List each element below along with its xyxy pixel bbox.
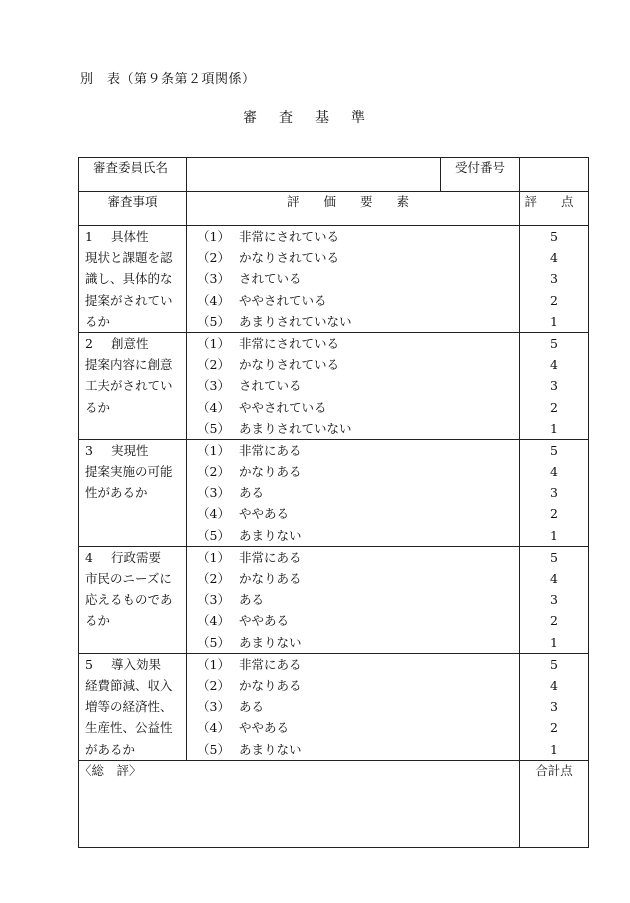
criterion-score: 5: [550, 335, 558, 351]
criterion-text: かなりされている: [239, 357, 340, 373]
criterion-number: （5）: [197, 527, 230, 543]
criterion-line: [187, 290, 519, 311]
summary-row: [79, 760, 589, 847]
criterion-line: [187, 226, 519, 247]
criterion-number: （5）: [197, 420, 230, 436]
criterion-number: （5）: [197, 313, 230, 329]
criterion-text: されている: [239, 378, 302, 394]
section-description-line: 経費節減、収入: [85, 677, 173, 693]
section-description-line: 生産性、公益性: [85, 720, 173, 736]
criterion-score: 5: [550, 656, 558, 672]
section-score-cell: [520, 332, 589, 439]
total-score-label: 合計点: [535, 762, 573, 778]
criterion-line: [187, 525, 519, 546]
receipt-number-field[interactable]: [520, 158, 589, 192]
section-description-line: るか: [85, 613, 111, 629]
section-name: 具体性: [111, 229, 149, 244]
section-criteria-cell: [187, 226, 520, 333]
criterion-number: （2）: [197, 677, 230, 693]
criterion-score: 2: [550, 506, 558, 522]
criterion-number: （2）: [197, 571, 230, 586]
criterion-number: （2）: [197, 357, 230, 373]
criterion-score: 2: [550, 720, 558, 736]
section-description-line: 増等の経済性、: [85, 699, 173, 715]
section-description-line: 応えるものであ: [85, 592, 173, 608]
criterion-text: 非常にある: [239, 442, 302, 458]
section-description-line: 識し、具体的な: [85, 271, 173, 287]
criterion-number: （1）: [197, 656, 230, 672]
section-item-cell: [79, 546, 187, 653]
section-description-line: 性があるか: [85, 485, 148, 501]
criterion-score: 4: [550, 357, 558, 373]
section-heading: [79, 440, 186, 461]
reviewer-name-field[interactable]: [187, 158, 441, 192]
criterion-text: かなりされている: [239, 250, 340, 266]
criterion-line: [187, 632, 519, 653]
section-item-cell: [79, 332, 187, 439]
section-row: [79, 332, 589, 439]
section-score-cell: [520, 653, 589, 760]
criterion-text: ややある: [239, 613, 290, 629]
criterion-line: [187, 739, 519, 760]
criterion-text: ある: [239, 485, 265, 501]
section-description-line: 提案実施の可能: [85, 464, 173, 480]
section-number: 4: [85, 549, 93, 565]
criterion-text: ややされている: [239, 399, 327, 415]
criterion-line: [187, 397, 519, 418]
section-description-line: 提案内容に創意: [85, 357, 173, 373]
section-description-line: るか: [85, 313, 111, 329]
criterion-score: 1: [550, 634, 558, 650]
criterion-text: あまりない: [239, 741, 302, 757]
column-header-row: [79, 192, 589, 226]
criterion-score: 4: [550, 677, 558, 693]
section-description-line: [79, 632, 186, 653]
criterion-line: [187, 568, 519, 589]
criterion-line: [187, 461, 519, 482]
criterion-number: （4）: [197, 720, 230, 736]
criterion-line: [187, 654, 519, 675]
criterion-text: ある: [239, 592, 265, 608]
criterion-number: （2）: [197, 250, 230, 266]
criterion-text: 非常にある: [239, 549, 302, 565]
section-description-line: [79, 503, 186, 524]
section-heading: [79, 226, 186, 247]
criterion-text: 非常にされている: [239, 229, 340, 244]
criterion-text: 非常にされている: [239, 335, 340, 351]
section-item-cell: [79, 653, 187, 760]
criterion-score: 1: [550, 420, 558, 436]
criterion-score: 2: [550, 613, 558, 629]
criterion-line: [187, 503, 519, 524]
section-name: 導入効果: [111, 656, 162, 672]
criterion-line: [187, 440, 519, 461]
section-number: 2: [85, 335, 93, 351]
criterion-line: [187, 375, 519, 396]
total-score-cell[interactable]: [520, 760, 589, 847]
criterion-score: 5: [550, 229, 558, 244]
criterion-score: 1: [550, 313, 558, 329]
criteria-column-header: 評 価 要 素: [187, 192, 520, 226]
criterion-number: （3）: [197, 699, 230, 715]
criterion-text: ややある: [239, 720, 290, 736]
reviewer-row: [79, 158, 589, 192]
section-item-cell: [79, 226, 187, 333]
section-criteria-cell: [187, 653, 520, 760]
criterion-number: （3）: [197, 592, 230, 608]
criterion-line: [187, 418, 519, 439]
reviewer-name-label: 審査委員氏名: [79, 158, 187, 192]
criterion-number: （3）: [197, 271, 230, 287]
general-comment-field[interactable]: [79, 760, 520, 847]
criterion-line: [187, 482, 519, 503]
section-description-line: 提案がされてい: [85, 292, 173, 308]
criterion-score: 5: [550, 549, 558, 565]
criterion-line: [187, 547, 519, 568]
criterion-score: 1: [550, 527, 558, 543]
receipt-number-label: 受付番号: [441, 158, 520, 192]
evaluation-table: [78, 157, 589, 848]
general-comment-label: 〈総 評〉: [79, 762, 142, 778]
criterion-line: [187, 675, 519, 696]
criterion-score: 1: [550, 741, 558, 757]
criterion-number: （1）: [197, 335, 230, 351]
criterion-score: 5: [550, 442, 558, 458]
criterion-text: されている: [239, 271, 302, 287]
criterion-text: ややされている: [239, 292, 327, 308]
section-name: 行政需要: [111, 549, 162, 565]
criterion-score: 3: [550, 699, 558, 715]
section-description-line: [79, 525, 186, 546]
criterion-score: 3: [550, 485, 558, 501]
criterion-number: （1）: [197, 549, 230, 565]
criterion-score: 2: [550, 399, 558, 415]
section-number: 5: [85, 656, 93, 672]
criterion-text: かなりある: [239, 677, 302, 693]
criterion-text: あまりされていない: [239, 313, 352, 329]
section-item-cell: [79, 439, 187, 546]
section-description-line: 工夫がされてい: [85, 378, 173, 394]
criterion-text: かなりある: [239, 464, 302, 480]
criterion-text: あまりない: [239, 527, 302, 543]
section-score-cell: [520, 226, 589, 333]
criterion-number: （2）: [197, 464, 230, 480]
criterion-score: 4: [550, 250, 558, 266]
criterion-score: 4: [550, 464, 558, 480]
section-row: [79, 439, 589, 546]
section-criteria-cell: [187, 439, 520, 546]
section-score-cell: [520, 546, 589, 653]
section-name: 実現性: [111, 442, 149, 458]
section-criteria-cell: [187, 546, 520, 653]
section-number: 1: [85, 229, 93, 244]
criterion-number: （3）: [197, 485, 230, 501]
criterion-number: （3）: [197, 378, 230, 394]
criterion-score: 3: [550, 271, 558, 287]
criterion-text: 非常にある: [239, 656, 302, 672]
section-row: [79, 546, 589, 653]
section-description-line: 現状と課題を認: [85, 250, 173, 266]
annex-caption: 別 表（第９条第２項関係）: [80, 72, 256, 87]
criterion-score: 3: [550, 592, 558, 608]
criterion-line: [187, 354, 519, 375]
criterion-number: （4）: [197, 399, 230, 415]
section-description-line: があるか: [85, 741, 136, 757]
criterion-number: （4）: [197, 613, 230, 629]
score-column-header: 評 点: [520, 192, 589, 226]
criterion-line: [187, 268, 519, 289]
criterion-line: [187, 247, 519, 268]
criterion-text: ある: [239, 699, 265, 715]
section-row: [79, 653, 589, 760]
criterion-text: ややある: [239, 506, 290, 522]
section-criteria-cell: [187, 332, 520, 439]
item-column-header: 審査事項: [79, 192, 187, 226]
section-name: 創意性: [111, 335, 149, 351]
criterion-text: あまりない: [239, 634, 302, 650]
section-description-line: 市民のニーズに: [85, 571, 172, 586]
criterion-text: あまりされていない: [239, 420, 352, 436]
criterion-line: [187, 311, 519, 332]
criterion-line: [187, 696, 519, 717]
criterion-number: （4）: [197, 506, 230, 522]
section-description-line: [79, 418, 186, 439]
sections-body: [79, 226, 589, 761]
criterion-number: （4）: [197, 292, 230, 308]
section-row: [79, 226, 589, 333]
section-score-cell: [520, 439, 589, 546]
criterion-line: [187, 333, 519, 354]
section-heading: [79, 547, 186, 568]
criterion-score: 4: [550, 571, 558, 586]
criterion-number: （1）: [197, 442, 230, 458]
criterion-number: （5）: [197, 741, 230, 757]
criterion-line: [187, 717, 519, 738]
criterion-score: 3: [550, 378, 558, 394]
criterion-line: [187, 610, 519, 631]
criterion-line: [187, 589, 519, 610]
document-title: 審査基準: [243, 110, 387, 126]
section-heading: [79, 654, 186, 675]
criterion-number: （5）: [197, 634, 230, 650]
section-heading: [79, 333, 186, 354]
section-number: 3: [85, 442, 93, 458]
criterion-number: （1）: [197, 229, 230, 244]
criterion-score: 2: [550, 292, 558, 308]
section-description-line: るか: [85, 399, 111, 415]
criterion-text: かなりある: [239, 571, 302, 586]
